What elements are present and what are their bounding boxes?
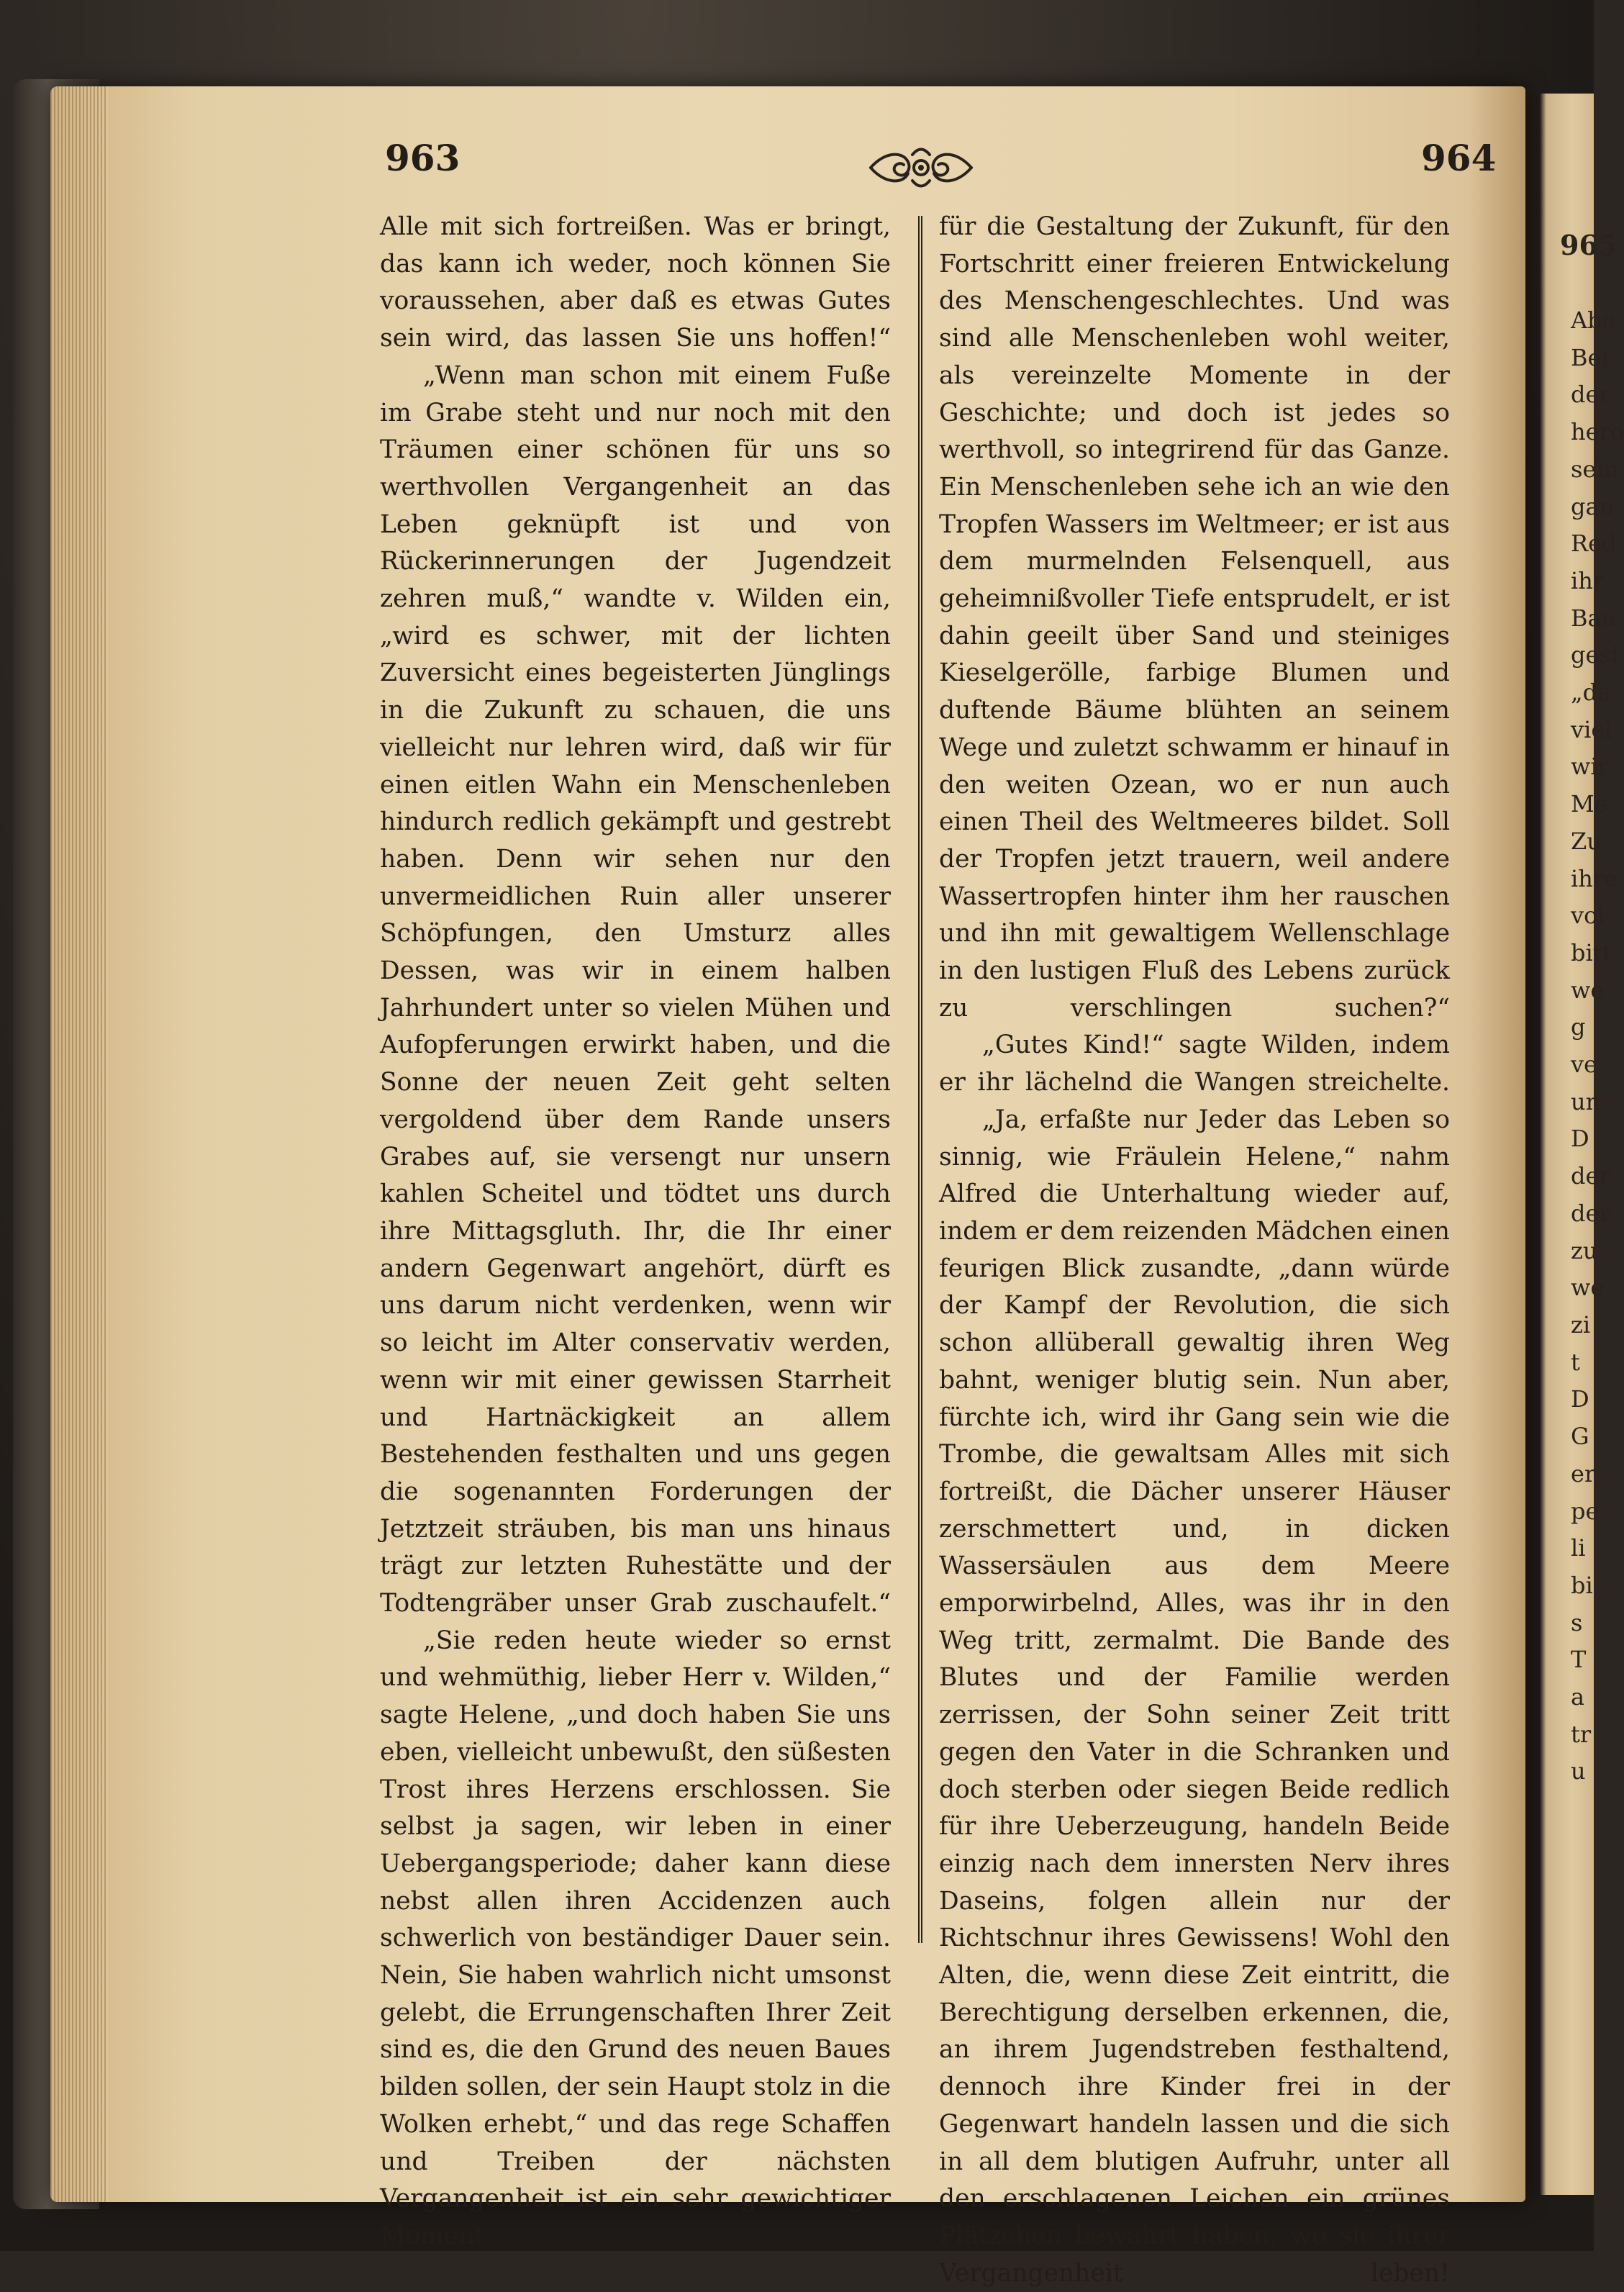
next-page-fragment: u	[1571, 1757, 1586, 1785]
next-page-fragment: bitt	[1571, 938, 1612, 966]
next-page-fragment: t	[1571, 1348, 1580, 1376]
next-page-fragment: viel	[1571, 715, 1612, 743]
next-page-fragment: li	[1571, 1534, 1586, 1562]
next-page-fragment: un	[1571, 1087, 1601, 1115]
next-page-fragment: bi	[1571, 1571, 1593, 1599]
text-column-left	[380, 209, 891, 2255]
next-page-fragment: hero	[1571, 418, 1624, 446]
paragraph: für die Gestaltung der Zukunft, für den Fortschritt einer freieren Entwickelung des Menschengeschlechtes. Und was sind alle Menschenleben wohl weiter, als vereinzelte Momente in der Geschichte; und doch ist jedes so werthvoll, so integrirend für das Ganze. Ein Menschenleben sehe ich an wie den Tropfen Wassers im Weltmeer; er ist aus dem murmelnden Felsenquell, aus geheimnißvoller Tiefe entsprudelt, er ist dahin geeilt über Sand und steiniges Kieselgerölle, farbige Blumen und duftende Bäume blühten an seinem Wege und zuletzt schwamm er hinauf in den weiten Ozean, wo er nun auch einen Theil des Weltmeeres bildet. Soll der Tropfen jetzt trauern, weil andere Wassertropfen hinter ihm her rauschen und ihn mit gewaltigem Wellenschlage in den lustigen Fluß des Lebens zurück zu verschlingen suchen?“	[939, 212, 1450, 1023]
page-number-left: 963	[385, 137, 461, 179]
ornament-icon	[863, 140, 979, 194]
next-page-fragment: we	[1571, 976, 1605, 1004]
next-page-fragment: ihr	[1571, 566, 1605, 594]
next-page-fragment: pe	[1571, 1497, 1600, 1525]
next-page-fragment: Red	[1571, 530, 1617, 558]
next-page-fragment: Abe	[1571, 307, 1616, 334]
next-page-fragment: D	[1571, 1125, 1589, 1153]
next-page-fragment: vol	[1571, 902, 1605, 930]
next-page-fragment: Me	[1571, 790, 1608, 818]
next-page-fragment: wir	[1571, 753, 1609, 781]
next-page-fragment: G	[1571, 1423, 1589, 1451]
text-column-right	[939, 209, 1450, 2292]
next-page-fragment: Bau	[1571, 604, 1617, 632]
next-page-fragment: T	[1571, 1646, 1587, 1674]
next-page-fragment: tr	[1571, 1720, 1592, 1748]
next-page-fragment: Zu	[1571, 827, 1602, 855]
next-page-text-fragments	[1571, 302, 1624, 1790]
next-page-fragment: we	[1571, 1274, 1605, 1302]
next-page-fragment: der	[1571, 1199, 1610, 1227]
next-page-fragment: gesi	[1571, 641, 1619, 669]
next-page-fragment: „da	[1571, 679, 1612, 707]
paragraph: „Sie reden heute wieder so ernst und wehmüthig, lieber Herr v. Wilden,“ sagte Helene, „und doch haben Sie uns eben, vielleicht unbewußt, den süßesten Trost ihres Herzens erschlossen. Sie selbst ja sagen, wir leben in einer Uebergangsperiode; daher kann diese nebst allen ihren Accidenzen auch schwerlich von beständiger Dauer sein. Nein, Sie haben wahrlich nicht umsonst gelebt, die Errungenschaften Ihrer Zeit sind es, die den Grund des neuen Baues bilden sollen, der sein Haupt stolz in die Wolken erhebt,“ und das rege Schaffen und Treiben der nächsten Vergangenheit ist ein sehr gewichtiger Moment	[380, 1626, 891, 2250]
paragraph: „Gutes Kind!“ sagte Wilden, indem er ihr lächelnd die Wangen streichelte.	[939, 1031, 1450, 1097]
next-page-fragment: s	[1571, 1608, 1583, 1636]
paragraph: „Wenn man schon mit einem Fuße im Grabe steht und nur noch mit den Träumen einer schönen für uns so werthvollen Vergangenheit an das Leben geknüpft ist und von Rückerinnerungen der Jugendzeit zehren muß,“ wandte v. Wilden ein, „wird es schwer, mit der lichten Zuversicht eines begeisterten Jünglings in die Zukunft zu schauen, die uns vielleicht nur lehren wird, daß wir für einen eitlen Wahn ein Menschenleben hindurch redlich gekämpft und gestrebt haben. Denn wir sehen nur den unvermeidlichen Ruin aller unserer Schöpfungen, den Umsturz alles Dessen, was wir in einem halben Jahrhundert unter so vielen Mühen und Aufopferungen erwirkt haben, und die Sonne der neuen Zeit geht selten vergoldend über dem Rande unsers Grabes auf, sie versengt nur unsern kahlen Scheitel und tödtet uns durch ihre Mittagsgluth. Ihr, die Ihr einer andern Gegenwart angehört, dürft es uns darum nicht verdenken, wenn wir so leicht im Alter conservativ werden, wenn wir mit einer gewissen Starrheit und Hartnäckigkeit an allem Bestehenden festhalten und uns gegen die sogenannten Forderungen der Jetztzeit sträuben, bis man uns hinaus trägt zur letzten Ruhestätte und der Todtengräber unser Grab zuschaufelt.“	[380, 361, 891, 1618]
next-page-fragment: ve	[1571, 1051, 1598, 1079]
next-page-fragment: zu	[1571, 1236, 1598, 1264]
page-number-right: 964	[1421, 137, 1497, 179]
next-page-fragment: Ber	[1571, 343, 1612, 371]
paragraph: Alle mit sich fortreißen. Was er bringt, das kann ich weder, noch können Sie voraussehen, aber daß es etwas Gutes sein wird, das lassen Sie uns hoffen!“	[380, 212, 891, 353]
next-page-fragment: g	[1571, 1013, 1586, 1041]
next-page-fragment: a	[1571, 1683, 1585, 1711]
page-stack-edges	[50, 86, 108, 2202]
next-page-fragment: D	[1571, 1385, 1589, 1413]
paragraph: „Ja, erfaßte nur Jeder das Leben so sinnig, wie Fräulein Helene,“ nahm Alfred die Unterhaltung wieder auf, indem er dem reizenden Mädchen einen feurigen Blick zusandte, „dann würde der Kampf der Revolution, die sich schon allüberall gewaltig ihren Weg bahnt, weniger blutig sein. Nun aber, fürchte ich, wird ihr Gang sein wie die Trombe, die gewaltsam Alles mit sich fortreißt, die Dächer unserer Häuser zerschmettert und, in dicken Wassersäulen aus dem Meere emporwirbelnd, Alles, was ihr in den Weg tritt, zermalmt. Die Bande des Blutes und der Familie werden zerrissen, der Sohn seiner Zeit tritt gegen den Vater in die Schranken und doch sterben oder siegen Beide redlich für ihre Ueberzeugung, handeln Beide einzig nach dem innersten Nerv ihres Daseins, folgen allein nur der Richtschnur ihres Gewissens! Wohl den Alten, die, wenn diese Zeit eintritt, die Berechtigung derselben erkennen, die, an ihrem Jugendstreben festhaltend, dennoch ihre Kinder frei in der Gegenwart handeln lassen und die sich in all dem blutigen Aufruhr, unter all den erschlagenen Leichen ein grünes Plätzchen bewahrt haben, wo sie ihrer Vergangenheit leben!	[939, 1105, 1450, 2288]
next-page-number: 965	[1560, 229, 1618, 261]
next-page-fragment: der	[1571, 1162, 1610, 1190]
column-divider	[918, 216, 922, 1943]
next-page-fragment: sein	[1571, 455, 1619, 483]
next-page-fragment: er	[1571, 1459, 1596, 1487]
next-page-fragment: der	[1571, 381, 1610, 409]
next-page-fragment: ihre	[1571, 864, 1618, 892]
next-page-fragment: gan	[1571, 492, 1615, 520]
next-page-fragment: zi	[1571, 1310, 1591, 1338]
